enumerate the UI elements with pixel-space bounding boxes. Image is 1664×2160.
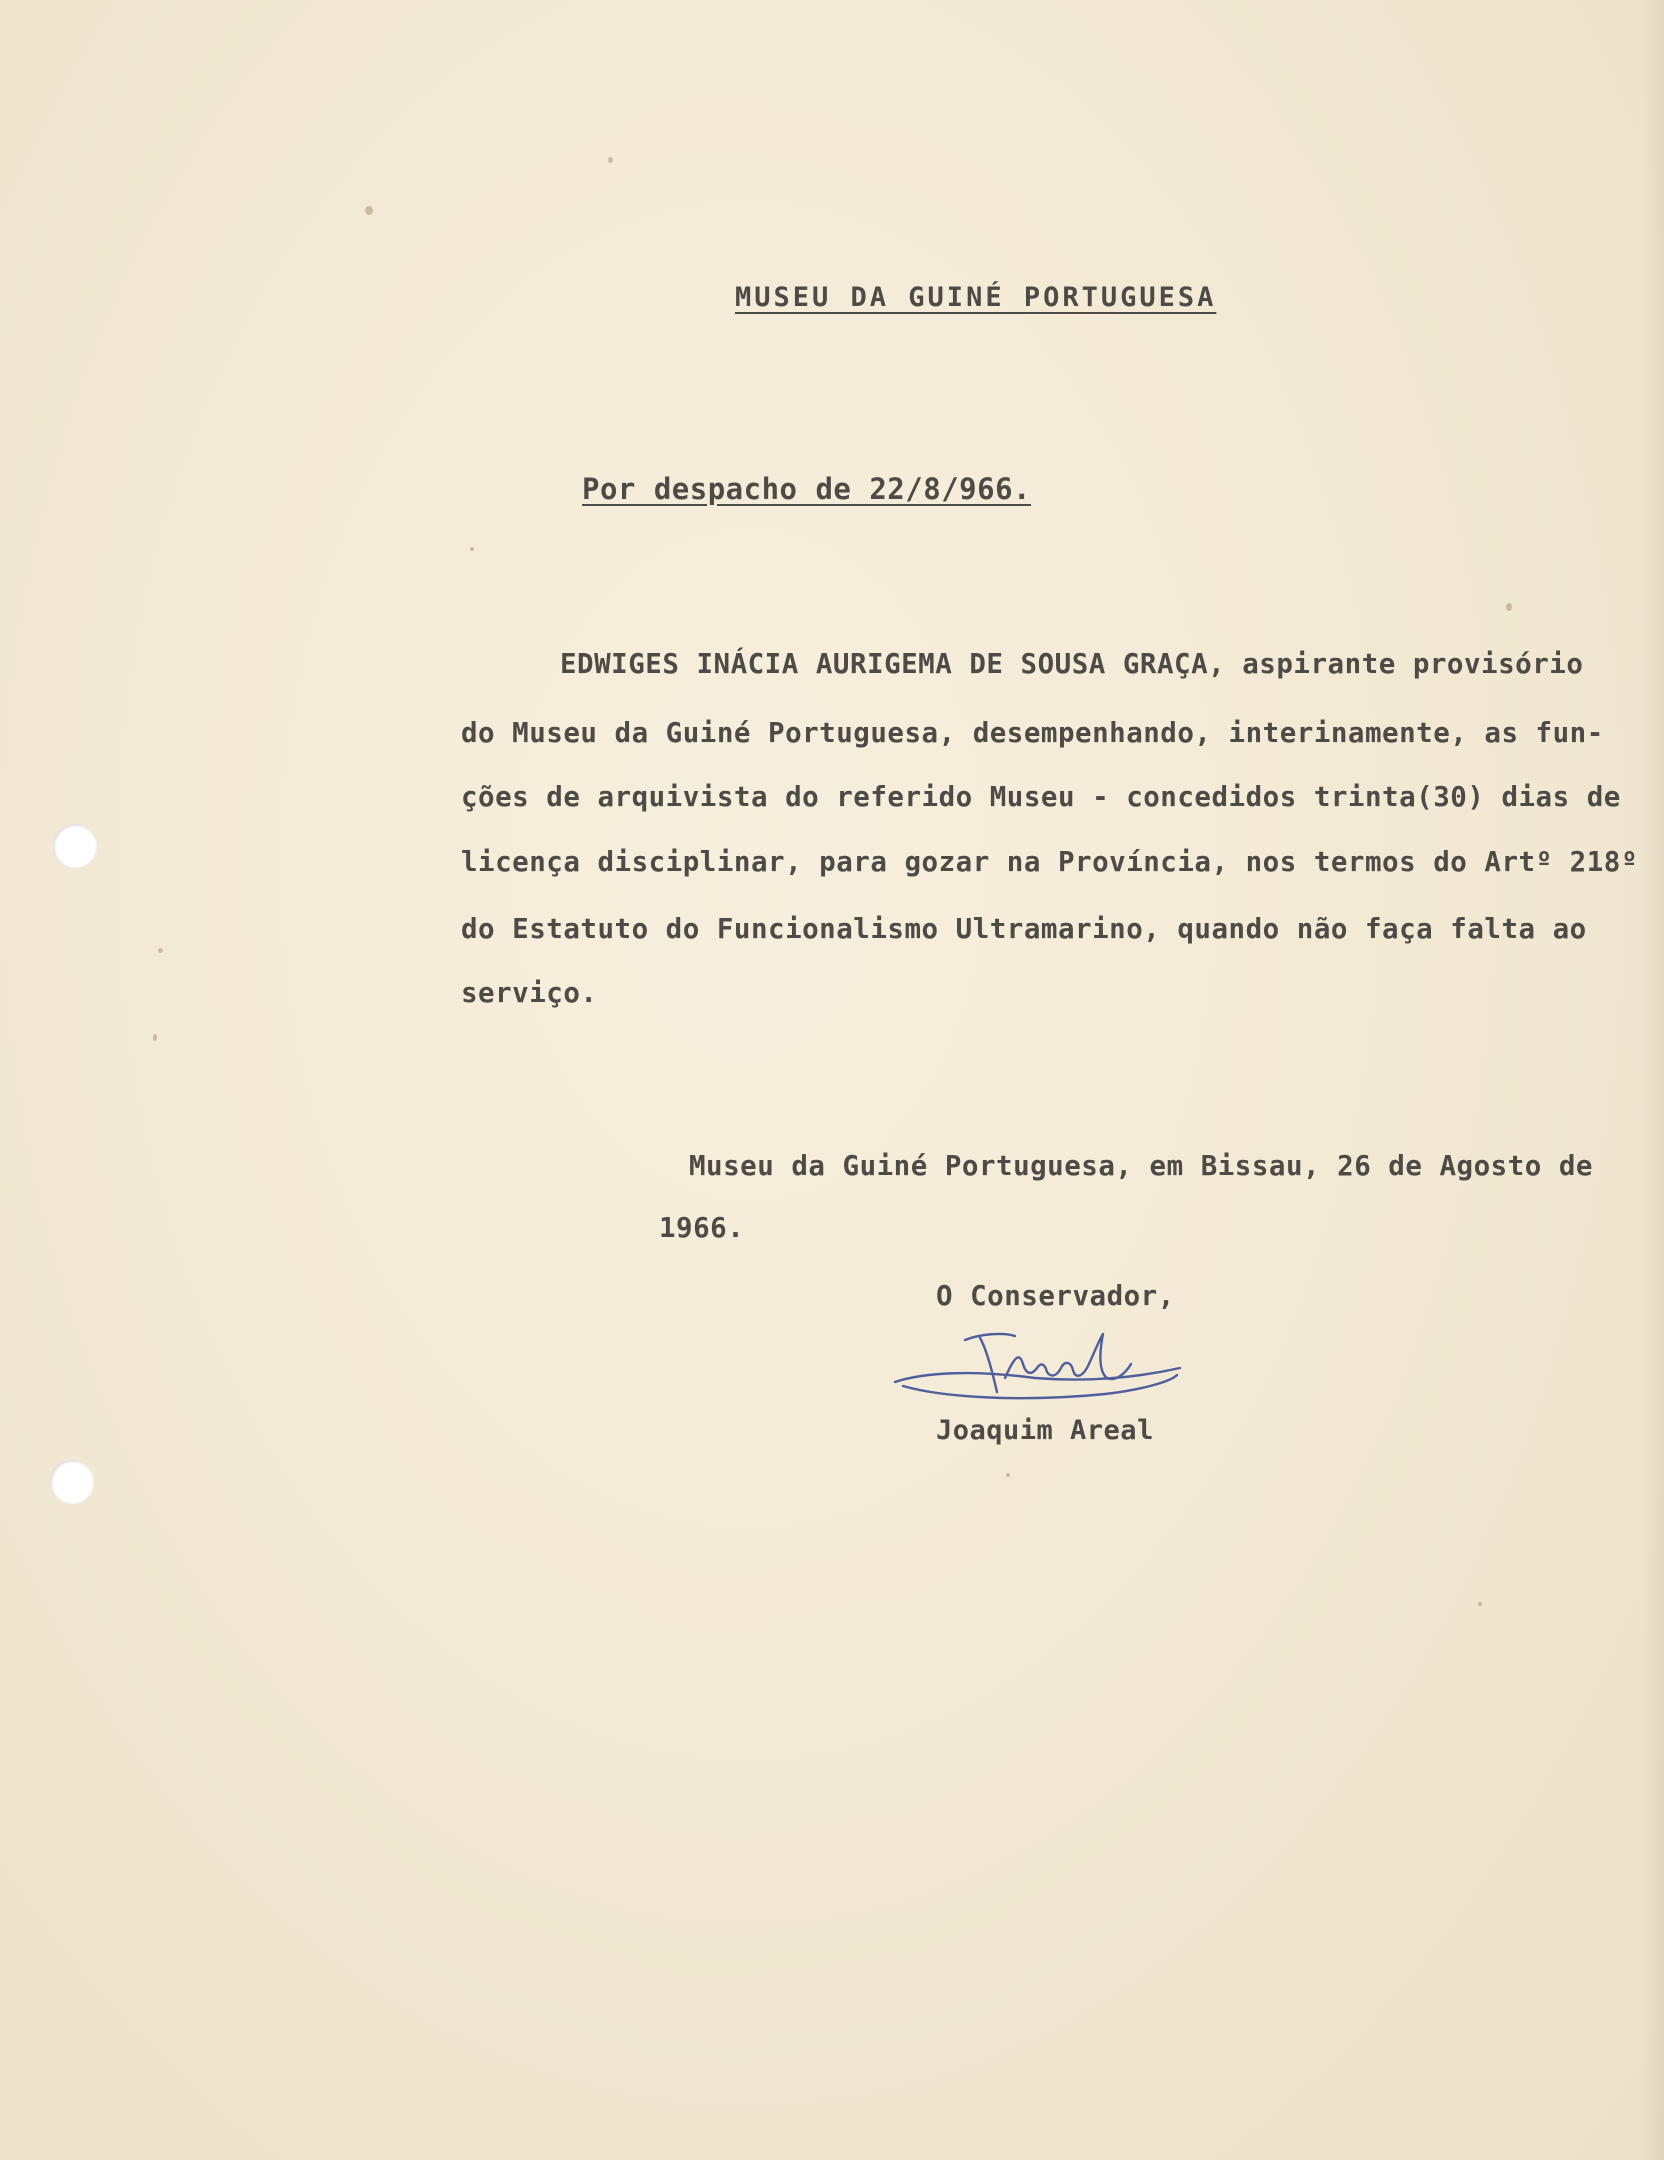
body-line: do Estatuto do Funcionalismo Ultramarino, quando não faça falta ao	[461, 913, 1587, 945]
paper-edge-shadow	[1640, 0, 1664, 2160]
paper-speck	[158, 948, 163, 953]
punch-hole-top	[53, 824, 97, 868]
place-date-line: Museu da Guiné Portuguesa, em Bissau, 26 de Agosto de	[689, 1150, 1593, 1182]
paper-speck	[1006, 1473, 1010, 1477]
handwritten-signature	[885, 1320, 1185, 1420]
body-line: EDWIGES INÁCIA AURIGEMA DE SOUSA GRAÇA, aspirante provisório	[560, 648, 1584, 680]
signatory-name: Joaquim Areal	[936, 1415, 1154, 1446]
paper-speck	[470, 547, 474, 551]
paper-speck	[1506, 603, 1512, 611]
signatory-title: O Conservador,	[936, 1280, 1175, 1312]
body-line: ções de arquivista do referido Museu - concedidos trinta(30) dias de	[461, 781, 1621, 813]
punch-hole-bottom	[50, 1460, 94, 1504]
place-date-year: 1966.	[659, 1212, 745, 1244]
dispatch-date-line: Por despacho de 22/8/966.	[582, 472, 1031, 506]
paper-speck	[153, 1034, 157, 1041]
body-line: licença disciplinar, para gozar na Província, nos termos do Artº 218º	[461, 846, 1638, 878]
document-heading: MUSEU DA GUINÉ PORTUGUESA	[735, 282, 1217, 313]
paper-speck	[365, 206, 373, 215]
paper-speck	[1478, 1602, 1482, 1606]
body-line: do Museu da Guiné Portuguesa, desempenhando, interinamente, as fun-	[461, 717, 1604, 749]
body-line: serviço.	[461, 977, 598, 1009]
paper-speck	[608, 157, 613, 163]
